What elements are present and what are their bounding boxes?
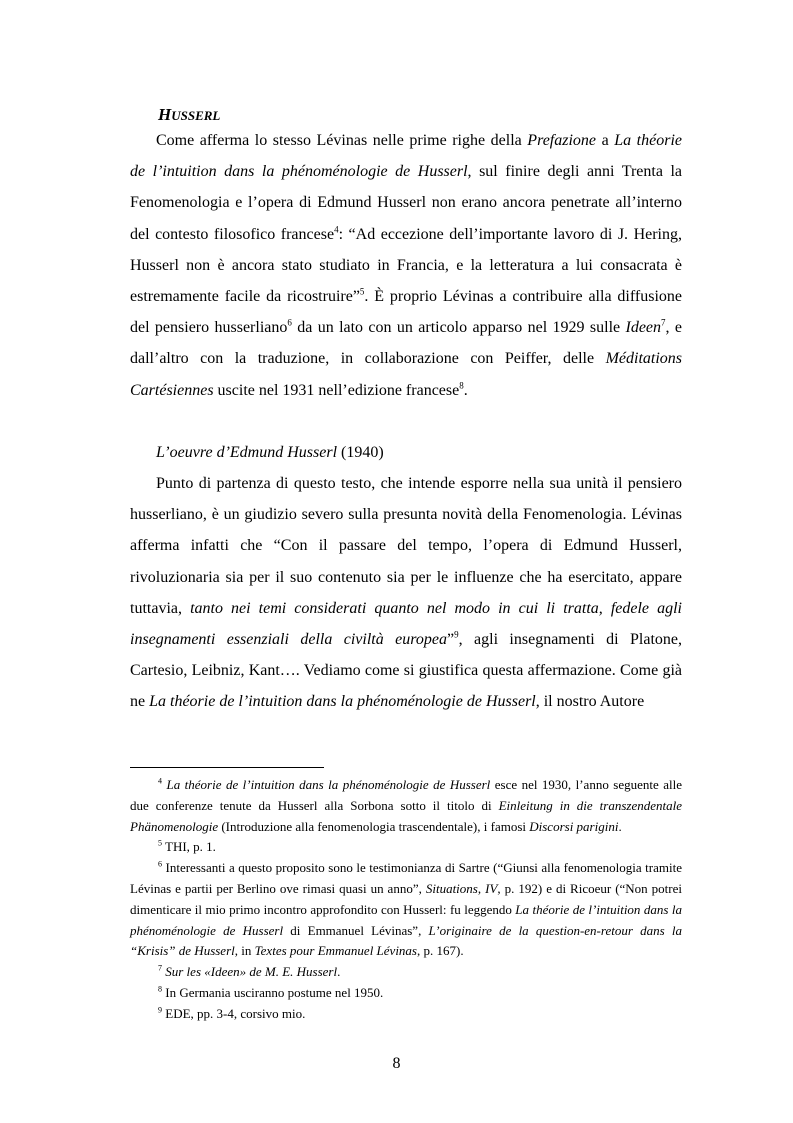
text-run: , p. 192) e di Ricoeur (“Non potrei dimenticare il mio primo incontro approfondito con Husserl: fu leggendo: [130, 880, 682, 917]
text-run: ,: [477, 880, 486, 896]
subsection-title: [156, 437, 682, 468]
text-run: (Introduzione alla fenomenologia trascendentale), i famosi: [218, 818, 530, 834]
text-run: THI, p. 1.: [162, 839, 216, 855]
text-run: .: [463, 381, 468, 399]
text-run: di Emmanuel Lévinas”,: [283, 922, 429, 938]
heading-rest: USSERL: [171, 108, 221, 123]
text-run: , p. 167).: [417, 943, 464, 959]
text-run: In Germania usciranno postume nel 1950.: [162, 984, 384, 1000]
footnote-separator: [130, 767, 324, 768]
text-run: , sul finire degli anni Trenta la Fenomenologia e l’opera di Edmund Husserl non erano ancora penetrate all’interno del contesto filosofico francese: [130, 163, 682, 243]
footnote-ref-5[interactable]: 5: [359, 286, 365, 297]
text-run-italic: Einleitung in die transzendentale Phänomenologie: [130, 797, 683, 834]
text-run-italic: Méditations Cartésiennes: [130, 350, 682, 399]
text-run-italic: Situations: [425, 880, 478, 896]
text-run: Interessanti a questo proposito sono le testimonianza di Sartre (“Giunsi alla fenomenologia tramite Lévinas e partii per Berlino ove rimasi quasi un anno”,: [130, 860, 682, 896]
text-run: uscite nel 1931 nell’edizione francese: [213, 381, 460, 399]
text-run-italic: Sur les «Ideen» de M. E. Husserl: [165, 964, 338, 980]
footnote-number: 7: [158, 963, 162, 973]
text-run: , il nostro Autore: [535, 693, 645, 711]
footnote-ref-6[interactable]: 6: [287, 317, 292, 328]
main-text: [130, 100, 682, 718]
paragraph-body: [130, 468, 682, 718]
text-run: Come afferma lo stesso Lévinas nelle prime righe della: [156, 132, 528, 149]
footnote-number: 4: [158, 776, 162, 786]
text-run: , agli insegnamenti di Platone, Cartesio, Leibniz, Kant…. Vediamo come si giustifica questa affermazione. Come già ne: [130, 631, 682, 711]
text-run: EDE, pp. 3-4, corsivo mio.: [162, 1005, 306, 1021]
footnote-number: 8: [158, 984, 162, 994]
text-run: , e dall’altro con la traduzione, in collaborazione con Peiffer, delle: [130, 319, 682, 368]
spacer: [130, 406, 682, 437]
text-run-italic: Ideen: [625, 319, 662, 337]
footnote-7: [130, 962, 682, 983]
section-heading: [158, 105, 682, 125]
text-run: . È proprio Lévinas a contribuire alla diffusione del pensiero husserliano: [130, 288, 682, 337]
footnote-ref-9[interactable]: 9: [454, 629, 459, 640]
subsection-title-italic: L’oeuvre d’Edmund Husserl: [156, 443, 338, 461]
footnote-ref-8[interactable]: 8: [459, 380, 464, 391]
text-run-italic: IV: [485, 880, 498, 896]
text-run: .: [618, 818, 622, 834]
footnote-number: 6: [158, 859, 162, 869]
footnote-number: 5: [158, 839, 162, 849]
text-run-italic: La théorie de l’intuition dans la phénoménologie de Husserl: [149, 693, 536, 711]
page-number: 8: [392, 1055, 401, 1072]
text-run-italic: Discorsi parigini: [529, 818, 619, 834]
subsection-year: (1940): [337, 443, 384, 461]
footnote-8: [130, 983, 682, 1004]
text-run-italic: La théorie de l’intuition dans la phénoménologie de Husserl: [130, 901, 682, 938]
footnote-number: 9: [158, 1005, 162, 1015]
text-run: da un lato con un articolo apparso nel 1929 sulle: [291, 319, 626, 337]
text-run-italic: L’originaire de la question-en-retour dans la “Krisis” de Husserl: [130, 922, 682, 959]
text-run-italic: tanto nei temi considerati quanto nel modo in cui li tratta, fedele agli insegnamenti essenziali della civiltà europea: [130, 599, 682, 649]
footnotes: [130, 775, 682, 1025]
heading-initial: H: [158, 105, 172, 124]
text-run: ”: [447, 631, 455, 649]
footnote-ref-7[interactable]: 7: [661, 317, 666, 328]
text-run-italic: Prefazione: [527, 132, 597, 149]
text-run-italic: Textes pour Emmanuel Lévinas: [254, 943, 417, 959]
text-run: Punto di partenza di questo testo, che intende esporre nella sua unità il pensiero husserliano, è un giudizio severo sulla presunta novità della Fenomenologia. Lévinas afferma infatti che “Con il passare del tempo, l’opera di Edmund Husserl, rivoluzionaria sia per il suo contenuto sia per le influenze che ha esercitato, appare tuttavia,: [130, 475, 682, 617]
footnote-4: [130, 775, 682, 837]
footnote-5: [130, 837, 682, 858]
text-run: .: [337, 964, 341, 980]
text-run: esce nel 1930, l’anno seguente alle due conferenze tenute da Husserl alla Sorbona sotto il titolo di: [130, 777, 682, 813]
footnote-6: [130, 858, 682, 962]
paragraph-intro: [130, 125, 682, 406]
text-run-italic: La théorie de l’intuition dans la phénoménologie de Husserl: [166, 777, 491, 792]
text-run: , in: [234, 943, 255, 959]
text-run: a: [596, 132, 615, 149]
footnote-9: [130, 1004, 682, 1025]
footnote-ref-4[interactable]: 4: [334, 224, 339, 235]
text-run-italic: La théorie de l’intuition dans la phénoménologie de Husserl: [130, 132, 682, 181]
text-run: : “Ad eccezione dell’importante lavoro di J. Hering, Husserl non è ancora stato studiato in Francia, e la letteratura a lui consacrata è estremamente facile da ricostruire”: [130, 225, 683, 306]
